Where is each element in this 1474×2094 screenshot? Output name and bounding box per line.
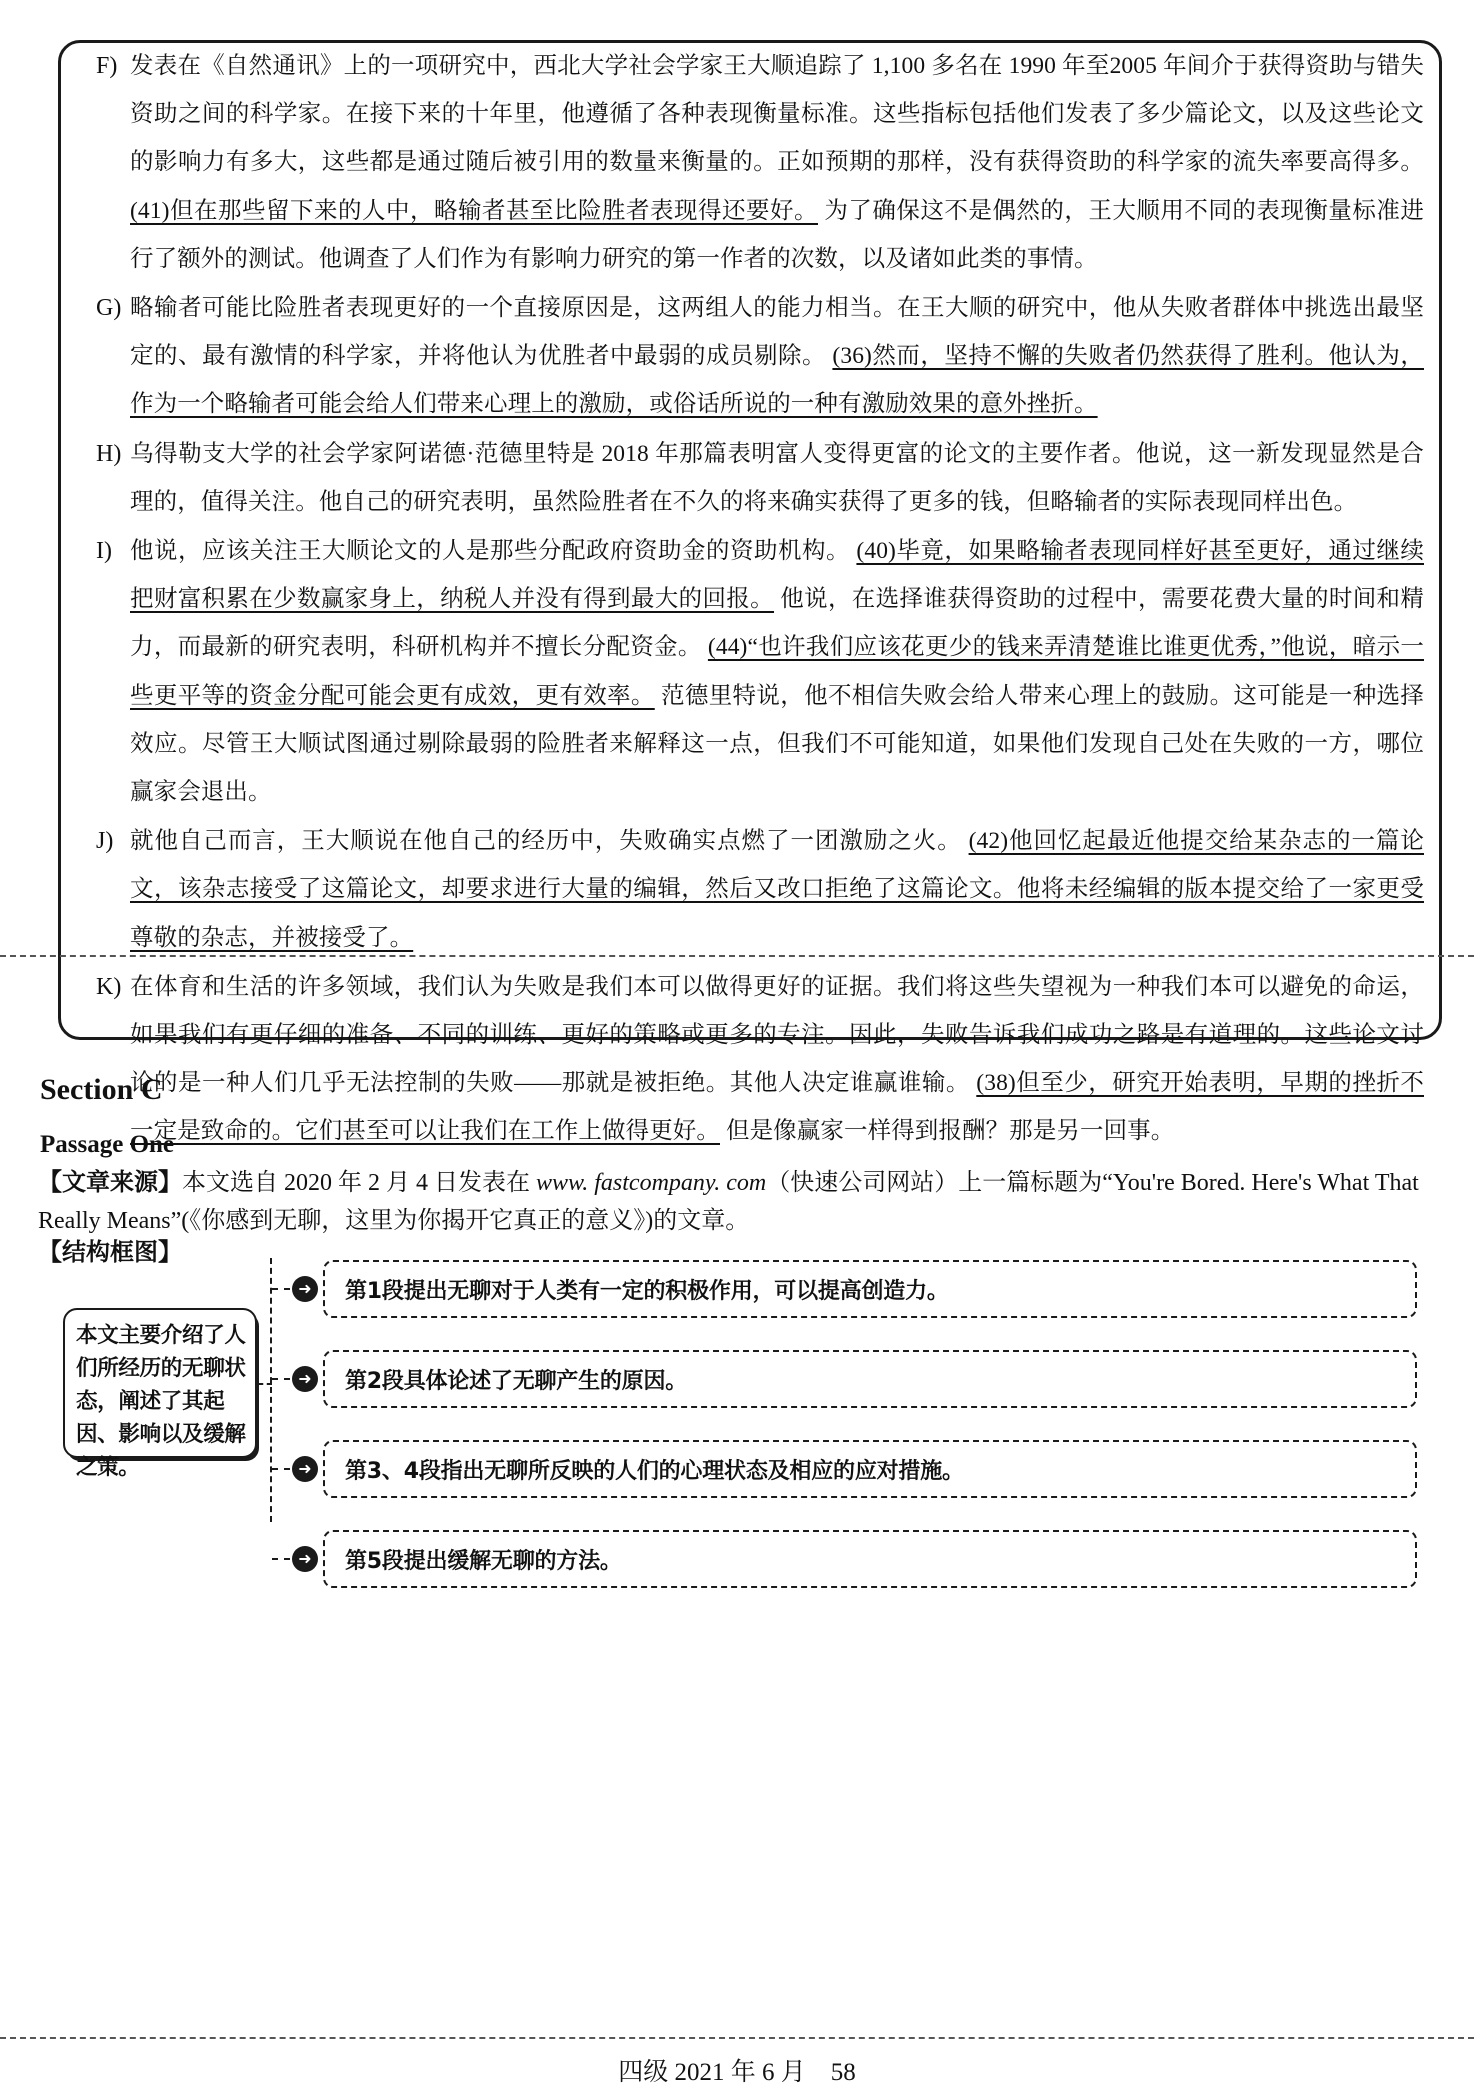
paragraph-text <box>130 42 1428 283</box>
diagram-item-box: 第3、4段指出无聊所反映的人们的心理状态及相应的应对措施。 <box>323 1440 1417 1498</box>
page-footer: 四级 2021 年 6 月 58 <box>618 2059 856 2086</box>
paragraph-letter: K) <box>96 973 122 1000</box>
paragraph-text <box>130 817 1428 962</box>
paragraph-text <box>130 527 1428 816</box>
passage-paragraph-list <box>78 42 1428 1157</box>
text-run: 发表在《自然通讯》上的一项研究中，西北大学社会学家王大顺追踪了 1,100 多名在 1990 年至2005 年间介于获得资助与错失资助之间的科学家。在接下来的十年里，他遵循了各种表现衡量标准。这些指标包括他们发表了多少篇论文，以及这些论文的影响力有多大，这些都是通过随后被引用的数量来衡量的。正如预期的那样，没有获得资助的科学家的流失率要高得多。 <box>130 53 1424 176</box>
text-run-underlined: (44)“也许我们应该花更少的钱来弄清楚谁比谁更优秀，”他说，暗示一些更平等的资金分配可能会更有成效，更有效率。 <box>130 634 1424 709</box>
text-run-underlined: (38)但至少，研究开始表明，早期的挫折不一定是致命的。它们甚至可以让我们在工作上做得更好。 <box>130 1070 1424 1145</box>
source-label: 【文章来源】 <box>38 1170 182 1196</box>
text-run: 他说，在选择谁获得资助的过程中，需要花费大量的时间和精力，而最新的研究表明，科研机构并不擅长分配资金。 <box>130 586 1425 661</box>
paragraph-letter: J) <box>96 828 114 855</box>
text-run: 他说，应该关注王大顺论文的人是那些分配政府资助金的资助机构。 <box>130 538 851 565</box>
text-run: 为了确保这不是偶然的，王大顺用不同的表现衡量标准进行了额外的测试。他调查了人们作为有影响力研究的第一作者的次数，以及诸如此类的事情。 <box>130 197 1424 272</box>
source-text-before-url: 本文选自 2020 年 2 月 4 日发表在 <box>182 1170 536 1196</box>
list-item <box>78 42 1428 283</box>
text-run: 在体育和生活的许多领域，我们认为失败是我们本可以做得更好的证据。我们将这些失望视为一种我们本可以避免的命运，如果我们有更仔细的准备、不同的训练、更好的策略或更多的专注。因此，失败告诉我们成功之路是有道理的。这些论文讨论的是一种人们几乎无法控制的失败——那就是被拒绝。其他人决定谁赢谁输。 <box>130 973 1424 1097</box>
diagram-item-box: 第2段具体论述了无聊产生的原因。 <box>323 1350 1417 1408</box>
text-run: 乌得勒支大学的社会学家阿诺德·范德里特是 2018 年那篇表明富人变得更富的论文的主要作者。他说，这一新发现显然是合理的，值得关注。他自己的研究表明，虽然险胜者在不久的将来确实获得了更多的钱，但略输者的实际表现同样出色。 <box>130 440 1424 515</box>
structure-diagram-label: 【结构框图】 <box>38 1240 182 1266</box>
paragraph-letter: G) <box>96 295 122 322</box>
paragraph-letter: I) <box>96 538 112 565</box>
page-cut-line <box>0 955 1474 957</box>
paragraph-text <box>130 430 1428 526</box>
list-item <box>78 430 1428 526</box>
diagram-item-box: 第1段提出无聊对于人类有一定的积极作用，可以提高创造力。 <box>323 1260 1417 1318</box>
text-run: 但是像赢家一样得到报酬？那是另一回事。 <box>725 1118 1175 1145</box>
text-run-underlined: (36)然而，坚持不懈的失败者仍然获得了胜利。他认为，作为一个略输者可能会给人们带来心理上的激励，或俗话所说的一种有激励效果的意外挫折。 <box>130 343 1424 418</box>
diagram-spur-4 <box>272 1558 290 1560</box>
text-run: 就他自己而言，王大顺说在他自己的经历中，失败确实点燃了一团激励之火。 <box>130 828 962 855</box>
diagram-trunk-line <box>270 1258 272 1522</box>
paragraph-letter: F) <box>96 53 118 79</box>
list-item <box>78 527 1428 816</box>
arrow-right-icon: ➜ <box>292 1366 318 1392</box>
text-run: 略输者可能比险胜者表现更好的一个直接原因是，这两组人的能力相当。在王大顺的研究中，他从失败者群体中挑选出最坚定的、最有激情的科学家，并将他认为优胜者中最弱的成员剔除。 <box>130 295 1424 370</box>
arrow-right-icon: ➜ <box>292 1276 318 1302</box>
source-text-after-url: （快速公司网站）上一篇标题为“You're Bored. Here's What That Really Means”(《你感到无聊，这里为你揭开它真正的意义》)的文章。 <box>38 1170 1419 1234</box>
diagram-item-box: 第5段提出缓解无聊的方法。 <box>323 1530 1417 1588</box>
text-run-underlined: (41)但在那些留下来的人中，略输者甚至比险胜者表现得还要好。 <box>130 197 818 224</box>
section-c-heading: Section C <box>40 1073 163 1106</box>
article-source-block <box>38 1164 1438 1240</box>
arrow-right-icon: ➜ <box>292 1546 318 1572</box>
diagram-spur-1 <box>272 1288 290 1290</box>
structure-diagram <box>55 1240 1425 1574</box>
list-item <box>78 284 1428 429</box>
list-item <box>78 963 1428 1156</box>
diagram-spur-2 <box>272 1378 290 1380</box>
list-item <box>78 817 1428 962</box>
diagram-trunk-stub <box>258 1383 272 1385</box>
page-bottom-cut-line <box>0 2037 1474 2039</box>
paragraph-text <box>130 963 1428 1156</box>
diagram-summary-box: 本文主要介绍了人们所经历的无聊状态，阐述了其起因、影响以及缓解之策。 <box>63 1308 257 1458</box>
text-run-underlined: (42)他回忆起最近他提交给某杂志的一篇论文，该杂志接受了这篇论文，却要求进行大量的编辑，然后又改口拒绝了这篇论文。他将未经编辑的版本提交给了一家更受尊敬的杂志，并被接受了。 <box>130 828 1424 951</box>
arrow-right-icon: ➜ <box>292 1456 318 1482</box>
text-run: 范德里特说，他不相信失败会给人带来心理上的鼓励。这可能是一种选择效应。尽管王大顺试图通过剔除最弱的险胜者来解释这一点，但我们不可能知道，如果他们发现自己处在失败的一方，哪位赢家会退出。 <box>130 682 1424 806</box>
passage-one-heading: Passage One <box>40 1131 175 1158</box>
paragraph-text <box>130 284 1428 429</box>
text-run-underlined: (40)毕竟，如果略输者表现同样好甚至更好，通过继续把财富积累在少数赢家身上，纳税人并没有得到最大的回报。 <box>130 538 1424 613</box>
source-url: www. fastcompany. com <box>536 1170 767 1196</box>
diagram-spur-3 <box>272 1468 290 1470</box>
paragraph-letter: H) <box>96 440 122 467</box>
